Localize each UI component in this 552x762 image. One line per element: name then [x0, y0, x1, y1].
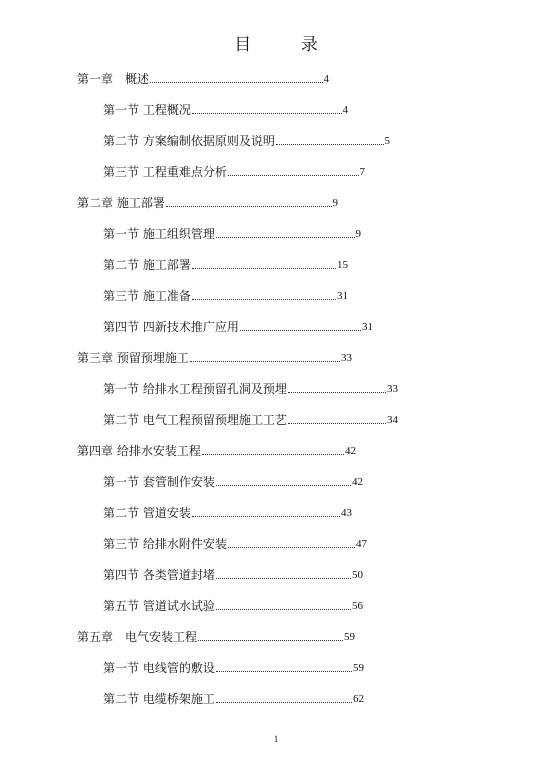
- toc-entry-section-2-2[interactable]: [103, 256, 348, 272]
- dot-leader: [288, 422, 386, 424]
- toc-entry-section-4-3[interactable]: [103, 535, 367, 551]
- dot-leader: [192, 112, 342, 114]
- entry-label: 第三章 预留预埋施工: [77, 351, 189, 365]
- toc-entry-section-1-1[interactable]: [103, 101, 348, 117]
- entry-label: 第三节 给排水附件安装: [103, 537, 227, 551]
- entry-label: 第四节 各类管道封堵: [103, 568, 215, 582]
- toc-entry-section-4-4[interactable]: [103, 566, 363, 582]
- footer-page-number: 1: [273, 734, 279, 744]
- dot-leader: [216, 236, 355, 238]
- entry-page-number: 33: [341, 352, 352, 364]
- entry-page-number: 50: [352, 569, 363, 581]
- entry-page-number: 42: [345, 445, 356, 457]
- dot-leader: [190, 360, 340, 362]
- dot-leader: [192, 515, 340, 517]
- entry-label: 第三节 施工准备: [103, 289, 191, 303]
- dot-leader: [192, 267, 336, 269]
- entry-page-number: 43: [341, 507, 352, 519]
- entry-page-number: 4: [342, 104, 348, 116]
- dot-leader: [216, 577, 351, 579]
- dot-leader: [166, 205, 332, 207]
- dot-leader: [276, 143, 384, 145]
- entry-label: 第二章 施工部署: [77, 196, 165, 210]
- entry-page-number: 9: [355, 228, 361, 240]
- entry-page-number: 7: [359, 166, 365, 178]
- dot-leader: [228, 174, 359, 176]
- dot-leader: [216, 484, 351, 486]
- entry-page-number: 31: [337, 290, 348, 302]
- dot-leader: [198, 639, 343, 641]
- entry-label: 第二节 电缆桥架施工: [103, 692, 215, 706]
- entry-label: 第一节 施工组织管理: [103, 227, 215, 241]
- toc-entry-section-4-2[interactable]: [103, 504, 352, 520]
- entry-label: 第二节 电气工程预留预埋施工工艺: [103, 413, 287, 427]
- toc-entry-section-5-1[interactable]: [103, 659, 364, 675]
- entry-page-number: 34: [387, 414, 398, 426]
- toc-entry-chapter-1[interactable]: [77, 70, 329, 86]
- entry-label: 第四节 四新技术推广应用: [103, 320, 239, 334]
- entry-page-number: 33: [387, 383, 398, 395]
- dot-leader: [202, 453, 344, 455]
- entry-label: 第二节 管道安装: [103, 506, 191, 520]
- dot-leader: [216, 670, 352, 672]
- entry-page-number: 42: [352, 476, 363, 488]
- entry-page-number: 59: [344, 631, 355, 643]
- entry-label: 第一节 套管制作安装: [103, 475, 215, 489]
- dot-leader: [192, 298, 336, 300]
- entry-label: 第一章 概述: [77, 72, 150, 86]
- entry-label: 第四章 给排水安装工程: [77, 444, 201, 458]
- toc-entry-section-3-1[interactable]: [103, 380, 398, 396]
- entry-label: 第二节 施工部署: [103, 258, 191, 272]
- toc-entry-chapter-3[interactable]: [77, 349, 352, 365]
- entry-page-number: 31: [362, 321, 373, 333]
- entry-label: 第一节 工程概况: [103, 103, 191, 117]
- dot-leader: [228, 546, 355, 548]
- toc-entry-chapter-4[interactable]: [77, 442, 356, 458]
- toc-entry-section-4-5[interactable]: [103, 597, 363, 613]
- toc-entry-section-1-2[interactable]: [103, 132, 390, 148]
- dot-leader: [216, 701, 352, 703]
- toc-entry-section-5-2[interactable]: [103, 690, 364, 706]
- entry-page-number: 15: [337, 259, 348, 271]
- entry-label: 第二节 方案编制依据原则及说明: [103, 134, 275, 148]
- page-title: 目 录: [234, 35, 340, 55]
- toc-entry-section-2-3[interactable]: [103, 287, 348, 303]
- entry-page-number: 47: [356, 538, 367, 550]
- toc-entry-section-1-3[interactable]: [103, 163, 365, 179]
- toc-entry-chapter-2[interactable]: [77, 194, 338, 210]
- entry-page-number: 62: [353, 693, 364, 705]
- entry-page-number: 5: [384, 135, 390, 147]
- entry-label: 第五章 电气安装工程: [77, 630, 198, 644]
- dot-leader: [216, 608, 351, 610]
- entry-page-number: 9: [332, 197, 338, 209]
- entry-page-number: 56: [352, 600, 363, 612]
- entry-page-number: 4: [323, 73, 329, 85]
- toc-entry-section-2-4[interactable]: [103, 318, 373, 334]
- dot-leader: [150, 81, 322, 83]
- entry-label: 第一节 电线管的敷设: [103, 661, 215, 675]
- entry-label: 第一节 给排水工程预留孔洞及预埋: [103, 382, 287, 396]
- toc-entry-chapter-5[interactable]: [77, 628, 355, 644]
- entry-page-number: 59: [353, 662, 364, 674]
- entry-label: 第三节 工程重难点分析: [103, 165, 227, 179]
- entry-label: 第五节 管道试水试验: [103, 599, 215, 613]
- dot-leader: [240, 329, 361, 331]
- toc-entry-section-3-2[interactable]: [103, 411, 398, 427]
- toc-entry-section-4-1[interactable]: [103, 473, 363, 489]
- toc-entry-section-2-1[interactable]: [103, 225, 361, 241]
- dot-leader: [288, 391, 386, 393]
